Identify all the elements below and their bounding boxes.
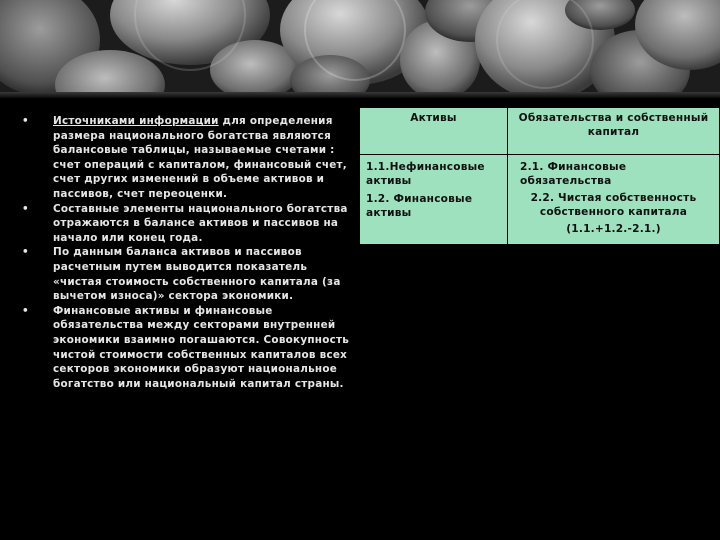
banner-divider: [0, 92, 720, 98]
balance-table: [359, 107, 720, 245]
bullet-item: [22, 202, 357, 246]
coins-photo-banner: [0, 0, 720, 92]
liabilities-cell: [508, 155, 720, 245]
bullet-text: По данным баланса активов и пассивов расчетным путем выводится показатель «чистая стоимость собственного капитала (за вычетом износа)» сектора экономики.: [53, 246, 341, 303]
bullet-underlined-text: Источниками информации: [53, 115, 219, 127]
assets-item: 1.2. Финансовые активы: [366, 193, 473, 219]
coins-image: [0, 0, 720, 92]
liabilities-formula: (1.1.+1.2.-2.1.): [566, 223, 661, 235]
bullet-list: [22, 114, 357, 391]
assets-item: 1.1.Нефинансовые активы: [366, 161, 485, 187]
table-row: [360, 155, 720, 245]
bullet-item: [22, 304, 357, 392]
table-header-row: [360, 108, 720, 155]
bullet-item: [22, 114, 357, 202]
bullet-text: Финансовые активы и финансовые обязательства между секторами внутренней экономики взаимно погашаются. Совокупность чистой стоимости собственных капиталов всех секторов экономики образуют национальное богатство или национальный капитал страны.: [53, 304, 350, 390]
assets-header: Активы: [360, 108, 508, 155]
liabilities-item: 2.1. Финансовые обязательства: [520, 161, 627, 187]
bullet-text: для определения размера национального богатства являются балансовые таблицы, называемые счетами : счет операций с капиталом, финансовый счет, счет других изменений в объеме активов и пассивов, счет переоценки.: [53, 115, 348, 200]
assets-cell: [360, 155, 508, 245]
liabilities-item: 2.2. Чистая собственность собственного капитала: [530, 192, 697, 218]
bullet-text: Составные элементы национального богатства отражаются в балансе активов и пассивов на начало или конец года.: [53, 202, 348, 244]
liabilities-header: Обязательства и собственный капитал: [508, 108, 720, 155]
bullet-item: [22, 245, 357, 303]
